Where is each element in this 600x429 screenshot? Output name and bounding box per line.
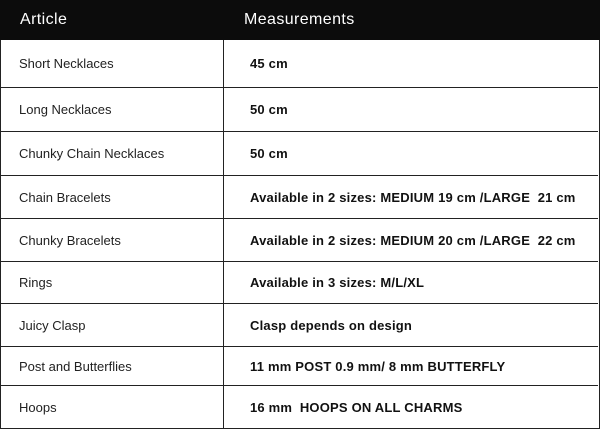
measurement-cell: Available in 3 sizes: M/L/XL bbox=[250, 275, 425, 290]
measurement-cell: 16 mm HOOPS ON ALL CHARMS bbox=[250, 399, 463, 415]
article-cell: Chunky Bracelets bbox=[1, 219, 224, 261]
table-row bbox=[1, 262, 598, 304]
measurement-cell: 50 cm bbox=[250, 146, 288, 161]
table-row bbox=[1, 88, 598, 132]
article-cell: Post and Butterflies bbox=[1, 347, 224, 385]
article-cell: Rings bbox=[1, 262, 224, 303]
header-measurements: Measurements bbox=[244, 11, 355, 28]
table-header bbox=[0, 0, 600, 40]
table-row bbox=[1, 219, 598, 262]
header-article: Article bbox=[20, 11, 68, 28]
measurement-cell: 50 cm bbox=[250, 102, 288, 117]
article-cell: Long Necklaces bbox=[1, 88, 224, 131]
measurement-cell: Clasp depends on design bbox=[250, 317, 413, 333]
table-row bbox=[1, 386, 598, 428]
table-row bbox=[1, 347, 598, 386]
article-cell: Juicy Clasp bbox=[1, 304, 224, 346]
measurement-cell: 45 cm bbox=[250, 56, 288, 71]
article-cell: Chain Bracelets bbox=[1, 176, 224, 218]
measurement-cell: 11 mm POST 0.9 mm/ 8 mm BUTTERFLY bbox=[250, 358, 506, 374]
article-cell: Chunky Chain Necklaces bbox=[1, 132, 224, 175]
table-row bbox=[1, 176, 598, 219]
table-row bbox=[1, 304, 598, 347]
table-row bbox=[1, 132, 598, 176]
article-cell: Hoops bbox=[1, 386, 224, 428]
table-row bbox=[1, 40, 598, 88]
article-cell: Short Necklaces bbox=[1, 40, 224, 87]
measurement-cell: Available in 2 sizes: MEDIUM 19 cm /LARGE 21 cm bbox=[250, 189, 576, 205]
table-body bbox=[0, 40, 600, 429]
measurement-cell: Available in 2 sizes: MEDIUM 20 cm /LARGE 22 cm bbox=[250, 232, 576, 248]
